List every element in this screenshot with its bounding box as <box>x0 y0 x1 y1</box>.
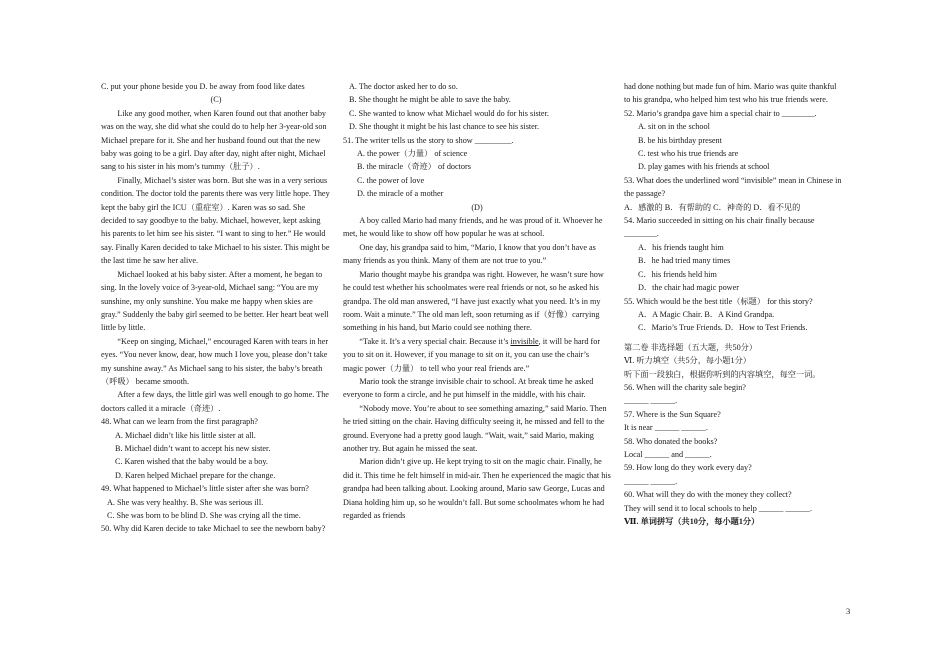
passage-paragraph: Mario took the strange invisible chair to school. At break time he asked everyone to form a circle, and he put himself in the middle, with his chair. <box>343 376 594 400</box>
answer-blank: They will send it to local schools to help ______ ______. <box>624 503 813 513</box>
question-51: 51. The writer tells us the story to show _________. <box>343 135 514 145</box>
question-56: 56. When will the charity sale begin? <box>624 382 746 392</box>
question-48: 48. What can we learn from the first paragraph? <box>101 417 258 427</box>
page-number: 3 <box>846 606 851 616</box>
passage-paragraph: One day, his grandpa said to him, “Mario, I know that you don’t have as many friends as you think. Many of them are not true to you.” <box>343 242 596 266</box>
option-line: D．the chair had magic power <box>638 283 739 293</box>
option-line: D. Karen helped Michael prepare for the change. <box>115 470 276 480</box>
section-heading: Ⅶ. 单词拼写（共10分，每小题1分） <box>624 517 760 526</box>
option-line: A．his friends taught him <box>638 242 724 252</box>
option-line: C. put your phone beside you D. be away from food like dates <box>101 82 305 91</box>
question-58: 58. Who donated the books? <box>624 436 718 446</box>
option-line: C．Mario’s True Friends. D．How to Test Friends. <box>638 323 808 333</box>
answer-blank: ______ ______. <box>624 396 678 406</box>
option-line: B．he had tried many times <box>638 256 731 266</box>
passage-paragraph: “Nobody move. You’re about to see something amazing,” said Mario. Then he tried sitting on the chair. Having difficulty seeing it, he missed and fell to the ground. Everyone had a pretty good laugh. “Wait, wait,” said Mario, making another try. But again he missed the seat. <box>343 403 607 453</box>
underlined-word: invisible <box>510 336 539 346</box>
instruction-text: 听下面一段独白，根据你听到的内容填空，每空一词。 <box>624 369 821 379</box>
option-line: A．A Magic Chair. B．A Kind Grandpa. <box>638 309 775 319</box>
question-49: 49. What happened to Michael’s little sister after she was born? <box>101 484 309 494</box>
column-right <box>624 80 842 528</box>
passage-paragraph: A boy called Mario had many friends, and he was proud of it. Whoever he met, he would like to show off how popular he was at school. <box>343 216 603 239</box>
option-line: A. the power（力量） of science <box>357 149 468 159</box>
passage-paragraph: After a few days, the little girl was well enough to go home. The doctors called it a miracle（奇迹）. <box>101 390 329 413</box>
answer-blank: Local ______ and ______. <box>624 449 712 459</box>
passage-paragraph: Like any good mother, when Karen found out that another baby was on the way, she did what she could do to help her 3-year-old son Michael prepare for it. She and her husband found out that the new baby was going to be a girl. Day after day, night after night, Michael sang to his sister in his mom’s tummy（肚子）. <box>101 108 327 172</box>
option-line: C. She was born to be blind D. She was crying all the time. <box>107 511 301 520</box>
option-line: B. be his birthday present <box>638 135 722 145</box>
answer-blank: ______ ______. <box>624 476 678 486</box>
question-54: 54. Mario succeeded in sitting on his chair finally because ________. <box>624 216 815 239</box>
option-line: C. test who his true friends are <box>638 149 739 159</box>
column-middle <box>343 80 611 522</box>
passage-label: (C) <box>210 95 222 105</box>
option-line: A. The doctor asked her to do so. <box>349 82 458 91</box>
option-line: D. play games with his friends at school <box>638 162 770 172</box>
question-53: 53. What does the underlined word “invisible” mean in Chinese in the passage? <box>624 175 842 199</box>
option-line: C．his friends held him <box>638 269 717 279</box>
passage-paragraph <box>343 335 611 375</box>
option-line: A. sit on in the school <box>638 122 710 132</box>
option-line: D. the miracle of a mother <box>357 189 444 199</box>
question-50: 50. Why did Karen decide to take Michael to see the newborn baby? <box>101 524 326 534</box>
section-heading: 第二卷 非选择题（五大题，共50分） <box>624 342 758 352</box>
option-line: C. She wanted to know what Michael would do for his sister. <box>349 108 549 118</box>
passage-paragraph: Marion didn’t give up. He kept trying to sit on the magic chair. Finally, he did it. This time he felt himself in mid-air. Then he experienced the magic that his grandpa had been talking about. Looking around, Mario saw George, Lucas and Diana holding him up, so he wouldn’t fall. But some schoolmates whom he had regarded as friends <box>343 457 611 520</box>
passage-paragraph: Finally, Michael’s sister was born. But she was in a very serious condition. The doctor told the parents there was very little hope. They kept the baby girl the ICU（重症室）. Karen was so sad. She decided to say goodbye to the baby. Michael, however, kept asking his parents to let him see his sister. “I want to sing to her.” He would say. Finally Karen decided to take Michael to his sister. This might be the last time he saw her alive. <box>101 175 330 266</box>
text-run: , it will be hard for you to sit on it. However, if you manage to sit on it, you can use the chair’s magic power（力量） to tell who your real friends are.” <box>343 336 601 373</box>
option-line: A. She was very healthy. B. She was serious ill. <box>107 497 264 507</box>
option-line: C. the power of love <box>357 175 425 185</box>
question-59: 59. How long do they work every day? <box>624 463 752 473</box>
passage-paragraph: had done nothing but made fun of him. Mario was quite thankful to his grandpa, who helped him test who his true friends were. <box>624 82 837 105</box>
answer-blank: It is near ______ ______. <box>624 423 708 433</box>
option-line: B. the miracle（奇迹） of doctors <box>357 162 471 172</box>
option-line: B. Michael didn’t want to accept his new sister. <box>115 443 271 453</box>
passage-paragraph: “Keep on singing, Michael,” encouraged Karen with tears in her eyes. “You never know, dear, how much I love you, please don’t take my sunshine away.” As Michael sang to his sister, the baby’s breath（呼吸） became smooth. <box>101 336 329 386</box>
question-60: 60. What will they do with the money they collect? <box>624 490 792 500</box>
passage-paragraph: Michael looked at his baby sister. After a moment, he began to sing. In the lovely voice of 3-year-old, Michael sang: “You are my sunshine, my only sunshine. You make me happy when skies are gray.” Suddenly the baby girl seemed to be better. Her heart beat well little by little. <box>101 269 329 333</box>
column-left <box>101 80 331 536</box>
question-55: 55. Which would be the best title（标题） for this story? <box>624 296 813 306</box>
text-run: “Take it. It’s a very special chair. Because it’s <box>359 336 511 346</box>
option-line: A. Michael didn’t like his little sister at all. <box>115 430 256 440</box>
option-line: A．感激的 B．有帮助的 C．神奇的 D．看不见的 <box>624 202 801 212</box>
passage-paragraph: Mario thought maybe his grandpa was right. However, he wasn’t sure how he could test whether his schoolmates were real friends or not, so he asked his grandpa. The old man answered, “I have just exactly what you need. It’s in my room. Wait a minute.” The old man left, soon returning as if（好像）carrying something in his hand, but Mario could see nothing there. <box>343 269 604 333</box>
section-heading: Ⅵ. 听力填空（共5分，每小题1分） <box>624 356 751 366</box>
option-line: B. She thought he might be able to save the baby. <box>349 95 511 105</box>
question-52: 52. Mario’s grandpa gave him a special chair to ________. <box>624 108 817 118</box>
option-line: C. Karen wished that the baby would be a boy. <box>115 457 268 467</box>
passage-label: (D) <box>471 202 483 212</box>
option-line: D. She thought it might be his last chance to see his sister. <box>349 122 540 132</box>
question-57: 57. Where is the Sun Square? <box>624 409 721 419</box>
